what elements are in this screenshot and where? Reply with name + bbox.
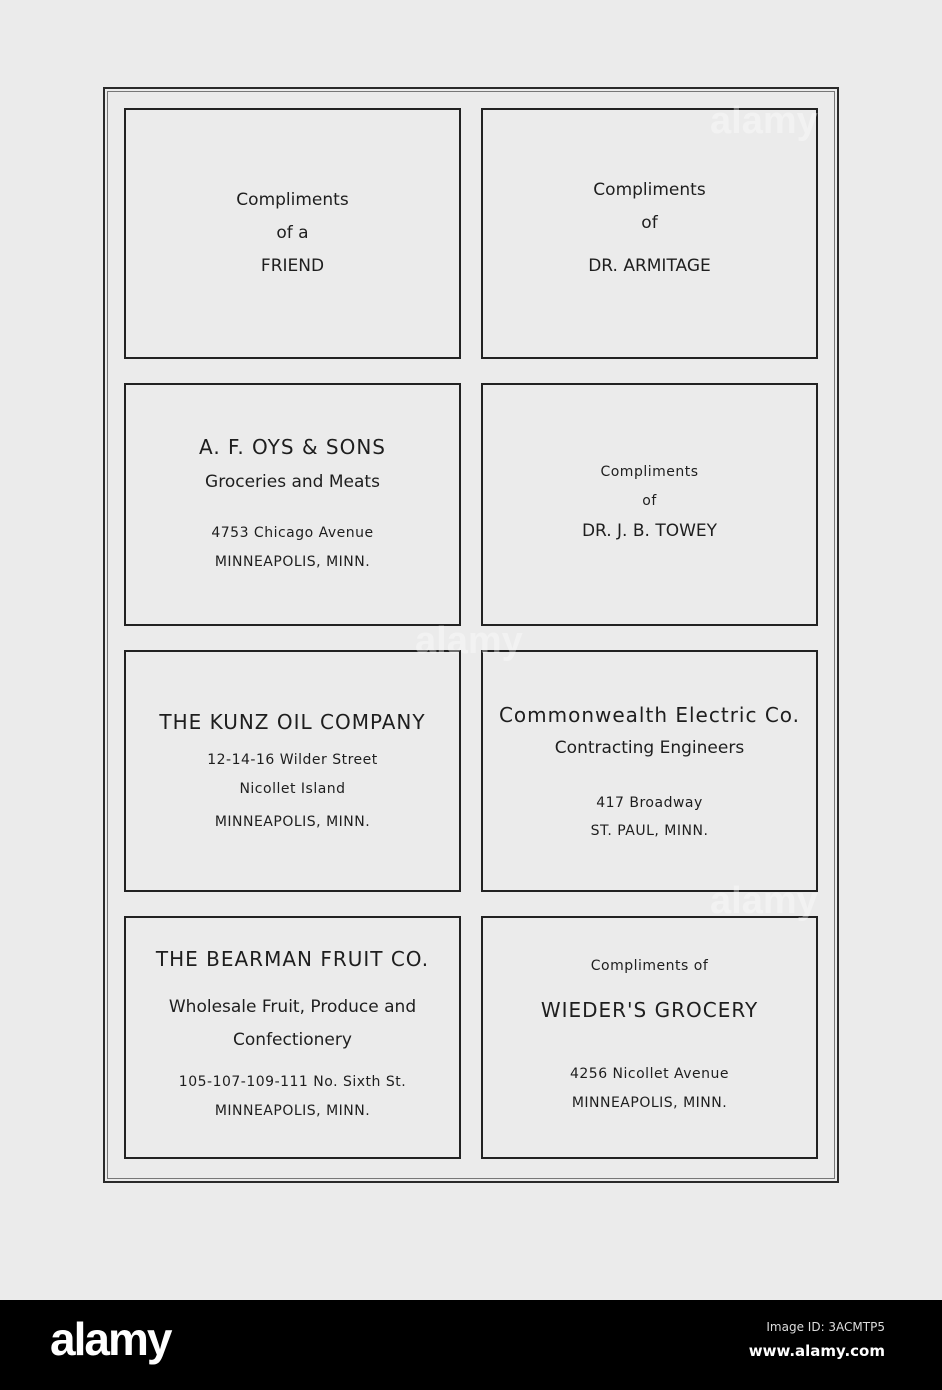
ad-line: ST. PAUL, MINN. bbox=[590, 823, 709, 839]
watermark-logo: alamy bbox=[415, 620, 523, 662]
site-url: www.alamy.com bbox=[748, 1342, 885, 1360]
image-id: Image ID: 3ACMTP5 bbox=[766, 1320, 885, 1334]
ad-line: Compliments bbox=[236, 190, 349, 210]
ad-line: MINNEAPOLIS, MINN. bbox=[214, 554, 371, 570]
ad-oys-sons bbox=[124, 383, 461, 626]
ad-line: THE KUNZ OIL COMPANY bbox=[159, 710, 426, 734]
alamy-logo: alamy bbox=[50, 1313, 171, 1365]
ad-line: WIEDER'S GROCERY bbox=[540, 998, 759, 1022]
ad-line: 12-14-16 Wilder Street bbox=[207, 752, 378, 768]
ad-line: 105-107-109-111 No. Sixth St. bbox=[178, 1074, 407, 1090]
ad-line: of a bbox=[276, 223, 309, 243]
ad-armitage bbox=[481, 108, 818, 359]
ad-line: DR. J. B. TOWEY bbox=[581, 521, 718, 541]
ad-line: Commonwealth Electric Co. bbox=[498, 703, 801, 727]
ad-line: Contracting Engineers bbox=[554, 738, 745, 758]
ad-line: of bbox=[642, 493, 657, 509]
ad-line: MINNEAPOLIS, MINN. bbox=[571, 1095, 728, 1111]
ad-line: Nicollet Island bbox=[239, 781, 346, 797]
ad-line: Compliments bbox=[593, 180, 706, 200]
ad-line: THE BEARMAN FRUIT CO. bbox=[155, 947, 430, 971]
ad-line: Wholesale Fruit, Produce and bbox=[168, 997, 417, 1017]
ad-line: Compliments of bbox=[590, 958, 709, 974]
ad-commonwealth-electric bbox=[481, 650, 818, 892]
ad-line: MINNEAPOLIS, MINN. bbox=[214, 814, 371, 830]
ad-friend bbox=[124, 108, 461, 359]
ad-wieder-grocery bbox=[481, 916, 818, 1159]
ad-bearman-fruit bbox=[124, 916, 461, 1159]
ad-line: MINNEAPOLIS, MINN. bbox=[214, 1103, 371, 1119]
ad-line: Groceries and Meats bbox=[205, 472, 380, 492]
ad-line: 4256 Nicollet Avenue bbox=[569, 1066, 730, 1082]
ad-towey bbox=[481, 383, 818, 626]
ad-line: 4753 Chicago Avenue bbox=[211, 525, 374, 541]
ad-kunz-oil bbox=[124, 650, 461, 892]
watermark-logo: alamy bbox=[710, 100, 818, 142]
watermark-logo: alamy bbox=[710, 880, 818, 922]
ad-line: DR. ARMITAGE bbox=[588, 256, 711, 276]
ad-line: FRIEND bbox=[260, 256, 325, 276]
ad-line: of bbox=[641, 213, 658, 233]
ad-line: Compliments bbox=[600, 464, 699, 480]
watermark-banner bbox=[0, 1300, 942, 1390]
ad-line: Confectionery bbox=[233, 1030, 352, 1050]
ad-line: A. F. OYS & SONS bbox=[198, 435, 386, 459]
ad-line: 417 Broadway bbox=[596, 795, 703, 811]
